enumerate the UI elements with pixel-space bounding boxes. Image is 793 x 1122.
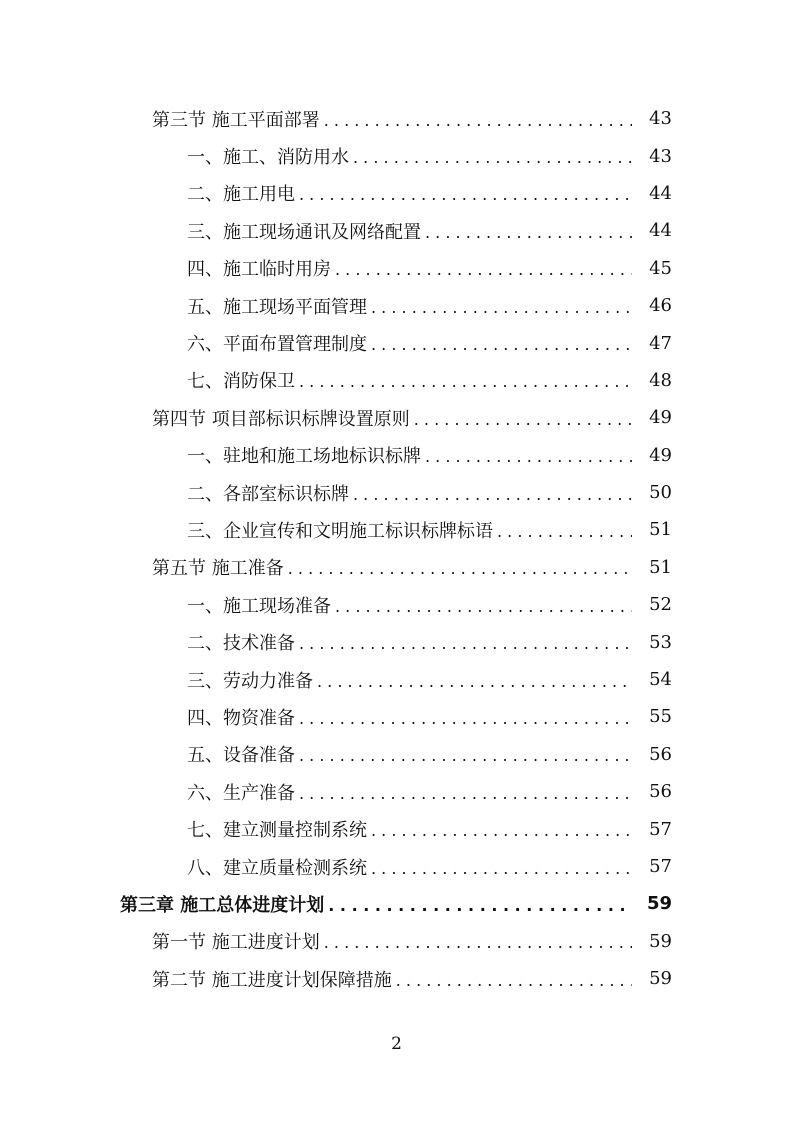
toc-entry-item[interactable] [0,511,793,548]
toc-entry-title: 第五节 施工准备 [152,558,284,580]
toc-entry-item[interactable] [0,810,793,847]
dot-leader [324,113,632,129]
toc-entry-section[interactable] [0,399,793,436]
toc-entry-item[interactable] [0,773,793,810]
toc-entry-item[interactable] [0,661,793,698]
toc-entry-title: 二、各部室标识标牌 [187,483,349,505]
toc-entry-page-number: 49 [649,444,672,466]
toc-entry-page-number: 49 [649,407,672,429]
toc-entry-item[interactable] [0,250,793,287]
toc-entry-title: 四、物资准备 [187,707,295,729]
toc-entry-section[interactable] [0,549,793,586]
toc-entry-page-number: 45 [649,257,672,279]
dot-leader [299,711,632,727]
toc-entry-item[interactable] [0,623,793,660]
toc-entry-page-number: 54 [649,669,672,691]
toc-entry-item[interactable] [0,848,793,885]
toc-entry-title: 三、劳动力准备 [187,670,313,692]
dot-leader [299,748,632,764]
dot-leader [371,823,632,839]
toc-entry-item[interactable] [0,698,793,735]
toc-entry-page-number: 53 [649,631,672,653]
toc-entry-title: 第三节 施工平面部署 [152,109,320,131]
toc-entry-page-number: 59 [649,968,672,990]
dot-leader [324,935,632,951]
toc-entry-page-number: 52 [649,594,672,616]
toc-entry-page-number: 50 [649,482,672,504]
toc-entry-section[interactable] [0,923,793,960]
toc-entry-page-number: 57 [649,818,672,840]
toc-entry-page-number: 56 [649,743,672,765]
dot-leader [335,262,632,278]
table-of-contents [0,100,793,997]
dot-leader [371,300,632,316]
toc-entry-item[interactable] [0,437,793,474]
toc-entry-page-number: 43 [649,145,672,167]
toc-entry-title: 六、平面布置管理制度 [187,334,367,356]
toc-entry-title: 一、驻地和施工场地标识标牌 [187,446,421,468]
toc-entry-page-number: 59 [646,893,672,915]
dot-leader [299,636,632,652]
dot-leader [353,487,632,503]
toc-entry-item[interactable] [0,362,793,399]
toc-entry-title: 第四节 项目部标识标牌设置原则 [152,408,410,430]
dot-leader [371,337,632,353]
toc-entry-page-number: 56 [649,781,672,803]
dot-leader [317,674,632,690]
toc-entry-title: 二、技术准备 [187,633,295,655]
toc-entry-title: 八、建立质量检测系统 [187,857,367,879]
toc-entry-item[interactable] [0,287,793,324]
toc-entry-page-number: 44 [649,220,672,242]
toc-entry-page-number: 44 [649,182,672,204]
toc-entry-page-number: 48 [649,369,672,391]
toc-entry-item[interactable] [0,474,793,511]
toc-entry-title: 第二节 施工进度计划保障措施 [152,969,392,991]
toc-entry-title: 四、施工临时用房 [187,259,331,281]
toc-entry-page-number: 55 [649,706,672,728]
dot-leader [299,786,632,802]
page-number: 2 [391,1034,402,1054]
dot-leader [425,225,632,241]
dot-leader [353,150,632,166]
toc-entry-title: 第三章 施工总体进度计划 [120,894,325,916]
toc-entry-item[interactable] [0,736,793,773]
toc-entry-title: 七、建立测量控制系统 [187,820,367,842]
dot-leader [396,973,632,989]
toc-entry-page-number: 47 [649,332,672,354]
dot-leader [425,449,632,465]
dot-leader [288,561,632,577]
toc-entry-item[interactable] [0,586,793,623]
dot-leader [497,524,632,540]
dot-leader [371,861,632,877]
dot-leader [328,898,632,914]
toc-entry-title: 七、消防保卫 [187,371,295,393]
toc-entry-title: 第一节 施工进度计划 [152,932,320,954]
toc-entry-title: 三、施工现场通讯及网络配置 [187,221,421,243]
dot-leader [299,187,632,203]
toc-entry-section[interactable] [0,960,793,997]
toc-entry-item[interactable] [0,175,793,212]
dot-leader [335,599,632,615]
dot-leader [414,412,632,428]
toc-entry-item[interactable] [0,324,793,361]
toc-entry-page-number: 57 [649,856,672,877]
toc-entry-chapter[interactable] [0,885,793,922]
toc-entry-page-number: 46 [649,295,672,317]
toc-entry-title: 一、施工现场准备 [187,595,331,617]
toc-entry-title: 五、施工现场平面管理 [187,296,367,318]
toc-entry-title: 三、企业宣传和文明施工标识标牌标语 [187,520,493,542]
dot-leader [299,374,632,390]
toc-entry-title: 五、设备准备 [187,745,295,767]
toc-entry-title: 二、施工用电 [187,184,295,206]
toc-entry-section[interactable] [0,100,793,137]
toc-entry-page-number: 51 [649,519,672,541]
toc-entry-item[interactable] [0,212,793,249]
toc-entry-title: 一、施工、消防用水 [187,147,349,169]
toc-entry-title: 六、生产准备 [187,782,295,804]
toc-entry-page-number: 51 [649,556,672,578]
toc-entry-page-number: 59 [649,930,672,952]
toc-entry-page-number: 43 [649,108,672,130]
toc-entry-item[interactable] [0,137,793,174]
